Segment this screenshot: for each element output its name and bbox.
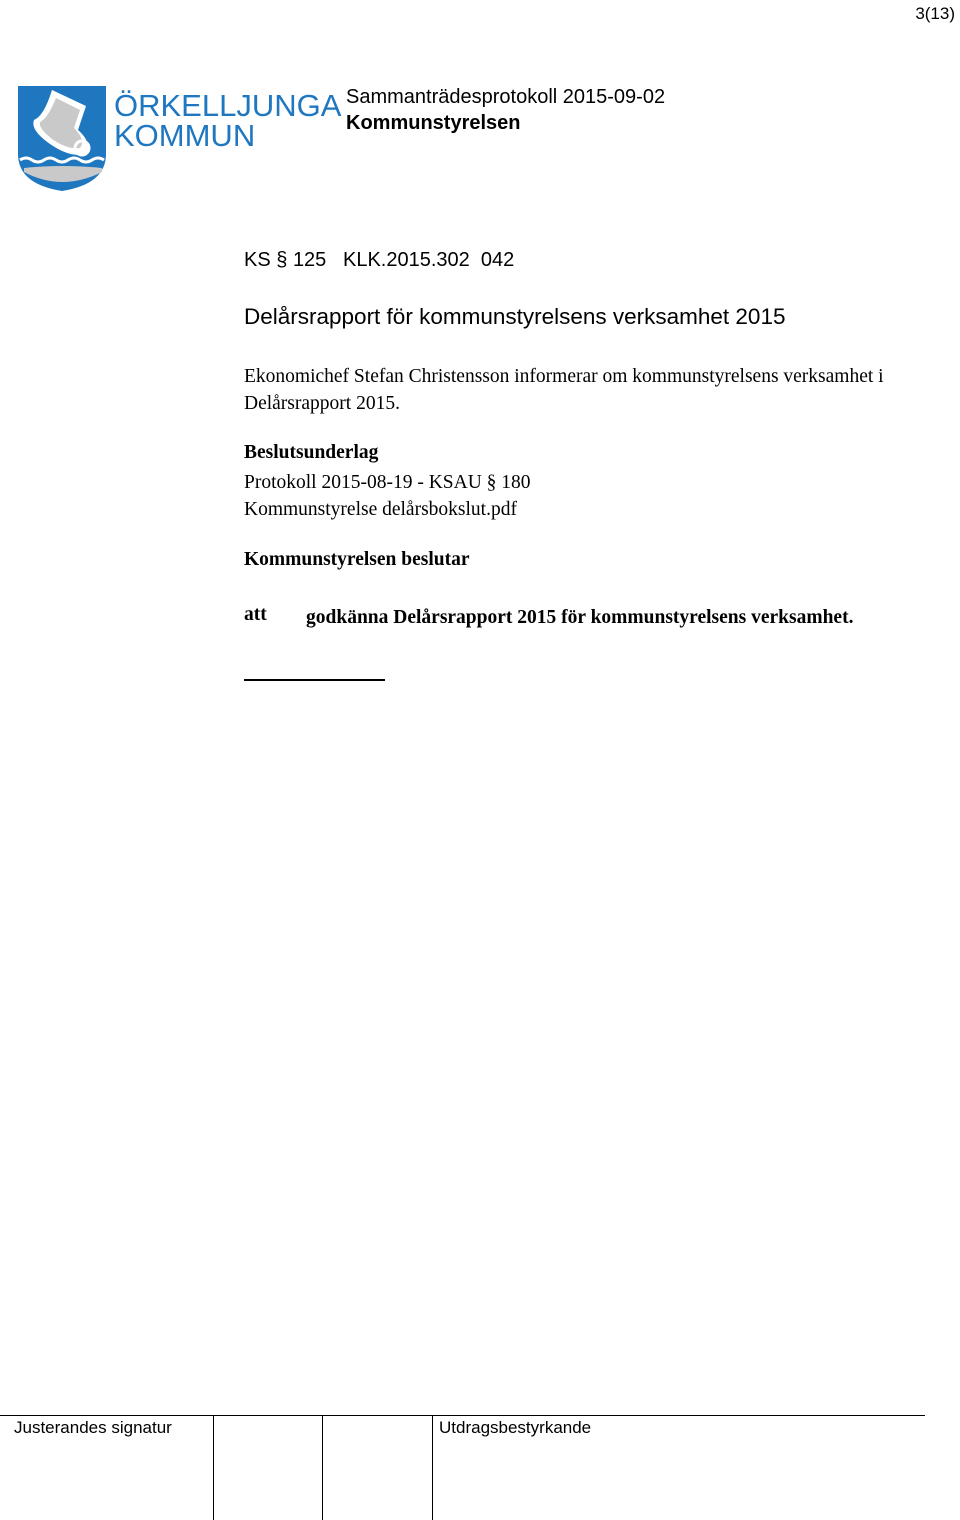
header-title: Sammanträdesprotokoll 2015-09-02 — [346, 86, 666, 108]
basis-heading: Beslutsunderlag — [244, 442, 379, 463]
item-body: Ekonomichef Stefan Christensson informerar om kommunstyrelsens verksamhet i Delårsrapport 2015. — [244, 366, 884, 414]
orkelljunga-kommun-logo — [16, 84, 342, 194]
case-number: 125 — [292, 249, 327, 271]
page-number: 3(13) — [915, 4, 955, 23]
signature-label: Justerandes signatur — [14, 1418, 172, 1437]
signature-box-divider — [432, 1416, 433, 1520]
decision-att: att — [244, 604, 267, 625]
signature-box-divider — [322, 1416, 323, 1520]
item-title: Delårsrapport för kommunstyrelsens verksamhet 2015 — [244, 304, 786, 329]
extract-certification-label: Utdragsbestyrkande — [439, 1418, 592, 1437]
basis-list — [244, 469, 531, 523]
case-reference — [244, 249, 514, 272]
decision-heading: Kommunstyrelsen beslutar — [244, 549, 470, 570]
diarie-number: KLK.2015.302 042 — [342, 249, 515, 271]
footer-rule — [0, 1415, 925, 1416]
logo-text-line2: KOMMUN — [114, 118, 256, 153]
logo-text-line1: ÖRKELLJUNGA — [114, 88, 342, 123]
header-organ: Kommunstyrelsen — [346, 112, 521, 134]
section-sign: § — [276, 249, 288, 271]
signature-box-divider — [213, 1416, 214, 1520]
basis-item: Kommunstyrelse delårsbokslut.pdf — [244, 499, 517, 520]
case-prefix: KS — [244, 249, 271, 271]
decision-text: godkänna Delårsrapport 2015 för kommunstyrelsens verksamhet. — [306, 607, 854, 628]
basis-item: Protokoll 2015-08-19 - KSAU § 180 — [244, 472, 531, 493]
end-rule — [244, 679, 385, 681]
